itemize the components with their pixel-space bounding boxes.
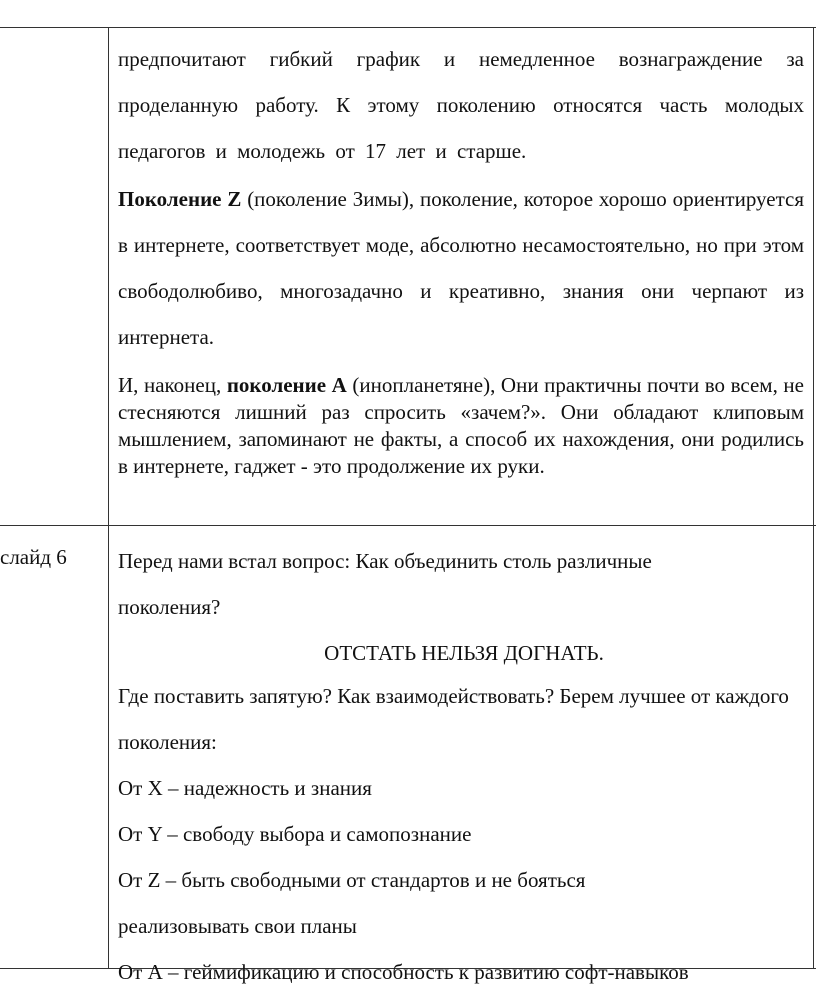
centered-phrase: ОТСТАТЬ НЕЛЬЗЯ ДОГНАТЬ. — [324, 641, 604, 665]
table-cell-row2-content — [118, 538, 810, 995]
generation-y-item: От Y – свободу выбора и самопознание — [118, 822, 472, 846]
generation-z-heading: Поколение Z — [118, 187, 242, 211]
generation-x-item: От Х – надежность и знания — [118, 776, 372, 800]
table-row-divider — [0, 525, 816, 526]
paragraph-generation-z — [118, 176, 804, 360]
comma-question-paragraph: Где поставить запятую? Как взаимодействовать? Берем лучшее от каждого поколения: — [118, 684, 789, 754]
generation-z-text: (поколение Зимы), поколение, которое хорошо ориентируется в интернете, соответствует моде, абсолютно несамостоятельно, но при этом свободолюбиво, многозадачно и креативно, знания они черпают из интернета. — [118, 187, 805, 349]
table-cell-row1-content — [118, 36, 804, 480]
generation-z-item: От Z – быть свободными от стандартов и не бояться реализовывать свои планы — [118, 868, 586, 938]
table-border-top — [0, 27, 816, 28]
question-paragraph: Перед нами встал вопрос: Как объединить столь различные поколения? — [118, 549, 652, 619]
slide-label: слайд 6 — [0, 545, 67, 569]
table-column-divider — [108, 27, 109, 968]
generation-a-intro: И, наконец, — [118, 373, 227, 397]
generation-a-heading: поколение А — [226, 373, 347, 397]
generation-a-text: (инопланетяне), Они практичны почти во всем, не стесняются лишний раз спросить «зачем?». Они обладают клиповым мышлением, запоминают не факты, а способ их нахождения, они родились в интернете, гаджет - это продолжение их руки. — [118, 373, 804, 478]
paragraph-generation-a — [118, 372, 804, 480]
table-border-right — [813, 27, 814, 968]
paragraph-generation-y-continued: предпочитают гибкий график и немедленное вознаграждение за проделанную работу. К этому поколению относятся часть молодых педагогов и молодежь от 17 лет и старше. — [118, 47, 804, 163]
generation-a-item: От А – геймификацию и способность к развитию софт-навыков — [118, 960, 689, 984]
